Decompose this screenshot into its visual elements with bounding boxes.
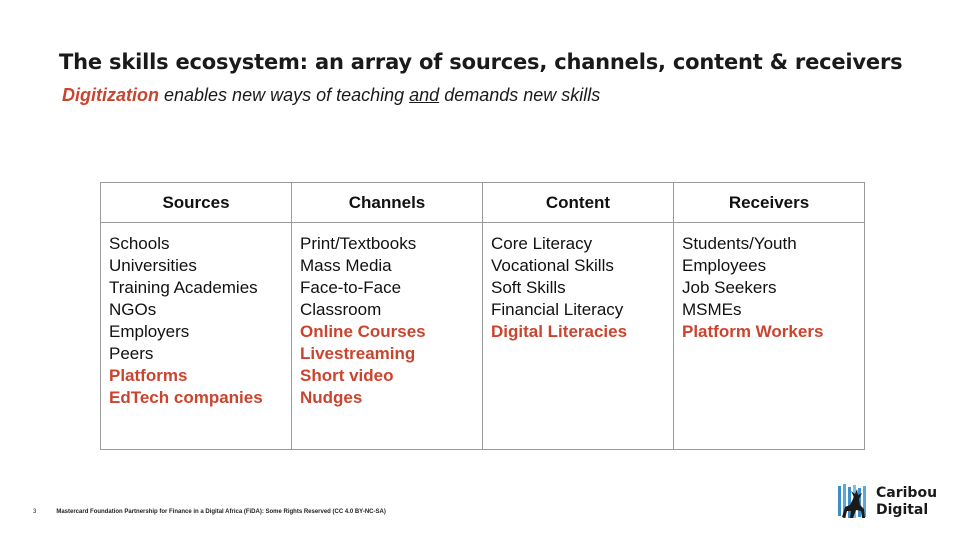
logo-line-1: Caribou <box>876 485 938 501</box>
column-channels <box>292 223 483 450</box>
header-channels: Channels <box>292 183 483 223</box>
list-item: Financial Literacy <box>491 300 624 319</box>
list-item: Peers <box>109 344 154 363</box>
list-item: Students/Youth <box>682 234 797 253</box>
list-item: MSMEs <box>682 300 742 319</box>
list-item: Schools <box>109 234 170 253</box>
list-item: EdTech companies <box>109 388 263 407</box>
caribou-logo-icon <box>836 483 872 523</box>
slide-subtitle <box>62 85 600 106</box>
list-item: Training Academies <box>109 278 258 297</box>
footer <box>33 509 386 515</box>
subtitle-text-a: enables new ways of teaching <box>159 85 410 105</box>
list-item: Online Courses <box>300 322 426 341</box>
column-sources <box>101 223 292 450</box>
list-item: Employers <box>109 322 190 341</box>
subtitle-highlight: Digitization <box>62 85 159 105</box>
list-item: Platforms <box>109 366 188 385</box>
page-number: 3 <box>33 509 37 515</box>
list-item: Vocational Skills <box>491 256 614 275</box>
slide-title: The skills ecosystem: an array of sources, channels, content & receivers <box>59 50 903 74</box>
list-item: Soft Skills <box>491 278 566 297</box>
footer-text: Mastercard Foundation Partnership for Finance in a Digital Africa (FiDA): Some Rights Reserved (CC 4.0 BY-NC-SA) <box>56 509 386 515</box>
subtitle-underlined: and <box>409 85 440 105</box>
header-sources: Sources <box>101 183 292 223</box>
list-item: Digital Literacies <box>491 322 628 341</box>
logo-wordmark <box>876 485 937 519</box>
list-item: Universities <box>109 256 197 275</box>
column-content <box>483 223 674 450</box>
subtitle-text-b: demands new skills <box>439 85 601 105</box>
list-item: Mass Media <box>300 256 392 275</box>
skills-ecosystem-table <box>100 182 865 450</box>
header-receivers: Receivers <box>674 183 865 223</box>
list-item: Face-to-Face <box>300 278 402 297</box>
column-receivers <box>674 223 865 450</box>
table-body-row <box>101 223 865 450</box>
list-item: Core Literacy <box>491 234 593 253</box>
caribou-digital-logo <box>836 483 946 525</box>
list-item: Employees <box>682 256 767 275</box>
list-item: Print/Textbooks <box>300 234 417 253</box>
list-item: Job Seekers <box>682 278 777 297</box>
logo-line-2: Digital <box>876 502 929 518</box>
header-content: Content <box>483 183 674 223</box>
list-item: Platform Workers <box>682 322 824 341</box>
list-item: Nudges <box>300 388 363 407</box>
table-header-row <box>101 183 865 223</box>
list-item: Livestreaming <box>300 344 416 363</box>
list-item: Classroom <box>300 300 382 319</box>
list-item: Short video <box>300 366 394 385</box>
list-item: NGOs <box>109 300 157 319</box>
